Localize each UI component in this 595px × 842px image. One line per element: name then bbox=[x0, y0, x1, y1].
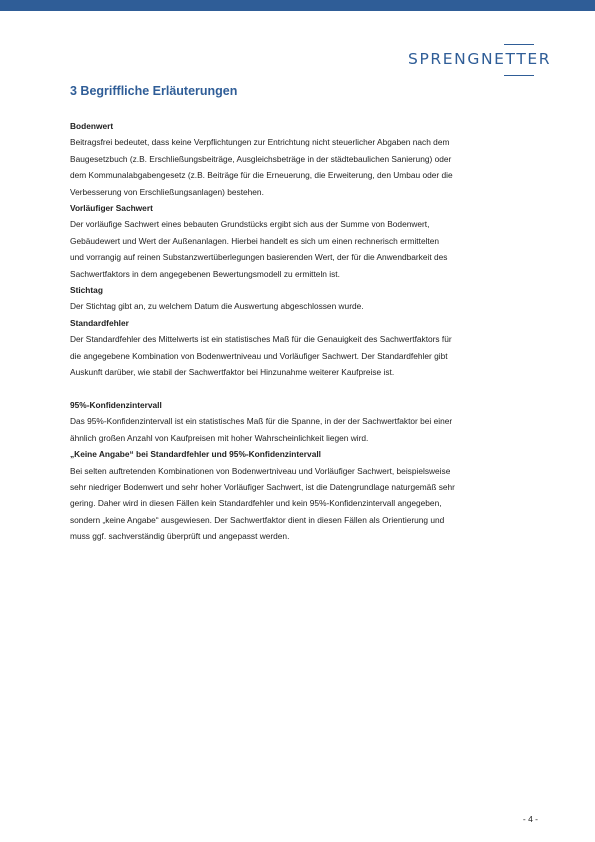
definitions-body bbox=[70, 118, 540, 545]
definition-text-line: Verbesserung von Erschließungsanlagen) bestehen. bbox=[70, 186, 264, 197]
definition-text-line: ähnlich großen Anzahl von Kaufpreisen mit hoher Wahrscheinlichkeit liegen wird. bbox=[70, 432, 369, 443]
definition-text-line: Auskunft darüber, wie stabil der Sachwertfaktor bei Hinzunahme weiterer Kaufpreise ist. bbox=[70, 367, 395, 378]
definition-text-line: die angegebene Kombination von Bodenwertniveau und Vorläufiger Sachwert. Der Standardfehler gibt bbox=[70, 350, 448, 361]
logo-bottom-bar bbox=[504, 75, 534, 76]
definition-heading: Stichtag bbox=[70, 285, 103, 296]
definition-text-line: Der Stichtag gibt an, zu welchem Datum die Auswertung abgeschlossen wurde. bbox=[70, 301, 364, 312]
definition-text-line: dem Kommunalabgabengesetz (z.B. Beiträge für die Erneuerung, die Erweiterung, den Umbau oder die bbox=[70, 170, 453, 181]
logo-text: SPRENGNETTER bbox=[408, 50, 552, 68]
definition-heading: Standardfehler bbox=[70, 317, 129, 328]
page-number: - 4 - bbox=[522, 814, 538, 824]
definition-heading: Vorläufiger Sachwert bbox=[70, 203, 153, 214]
definition-text-line: muss ggf. sachverständig überprüft und angepasst werden. bbox=[70, 531, 290, 542]
definition-text-line: Baugesetzbuch (z.B. Erschließungsbeiträge, Ausgleichsbeträge in der städtebaulichen Sanierung) oder bbox=[70, 153, 452, 164]
logo-top-bar bbox=[504, 44, 534, 45]
definition-text-line: Das 95%-Konfidenzintervall ist ein statistisches Maß für die Spanne, in der der Sachwertfaktor bei einer bbox=[70, 416, 453, 427]
paragraph-gap bbox=[70, 381, 540, 397]
sprengnetter-logo bbox=[408, 44, 568, 78]
definition-heading: „Keine Angabe“ bei Standardfehler und 95%-Konfidenzintervall bbox=[70, 449, 321, 460]
definition-text-line: Gebäudewert und Wert der Außenanlagen. Hierbei handelt es sich um einen rechnerisch ermittelten bbox=[70, 235, 440, 246]
definition-text-line: Der vorläufige Sachwert eines bebauten Grundstücks ergibt sich aus der Summe von Bodenwert, bbox=[70, 219, 430, 230]
definition-text-line: Der Standardfehler des Mittelwerts ist ein statistisches Maß für die Genauigkeit des Sachwertfaktors für bbox=[70, 334, 452, 345]
definition-text-line: Sachwertfaktors in dem angegebenen Bewertungsmodell zu ermitteln ist. bbox=[70, 268, 340, 279]
definition-text-line: sehr niedriger Bodenwert und sehr hoher Vorläufiger Sachwert, ist die Datengrundlage naturgemäß sehr bbox=[70, 481, 455, 492]
definition-text-line: Beitragsfrei bedeutet, dass keine Verpflichtungen zur Entrichtung nicht steuerlicher Abgaben nach dem bbox=[70, 137, 450, 148]
top-accent-bar bbox=[0, 0, 595, 11]
definition-text-line: und vorrangig auf reinen Substanzwertüberlegungen basierenden Wert, der für die Anwendbarkeit des bbox=[70, 252, 448, 263]
definition-text-line: sondern „keine Angabe“ ausgewiesen. Der Sachwertfaktor dient in diesen Fällen als Orientierung und bbox=[70, 514, 445, 525]
definition-heading: 95%-Konfidenzintervall bbox=[70, 399, 162, 410]
definition-text-line: gering. Daher wird in diesen Fällen kein Standardfehler und kein 95%-Konfidenzintervall angegeben, bbox=[70, 498, 442, 509]
section-title: 3 Begriffliche Erläuterungen bbox=[70, 84, 238, 98]
definition-heading: Bodenwert bbox=[70, 121, 114, 131]
definition-text-line: Bei selten auftretenden Kombinationen von Bodenwertniveau und Vorläufiger Sachwert, beispielsweise bbox=[70, 465, 451, 476]
